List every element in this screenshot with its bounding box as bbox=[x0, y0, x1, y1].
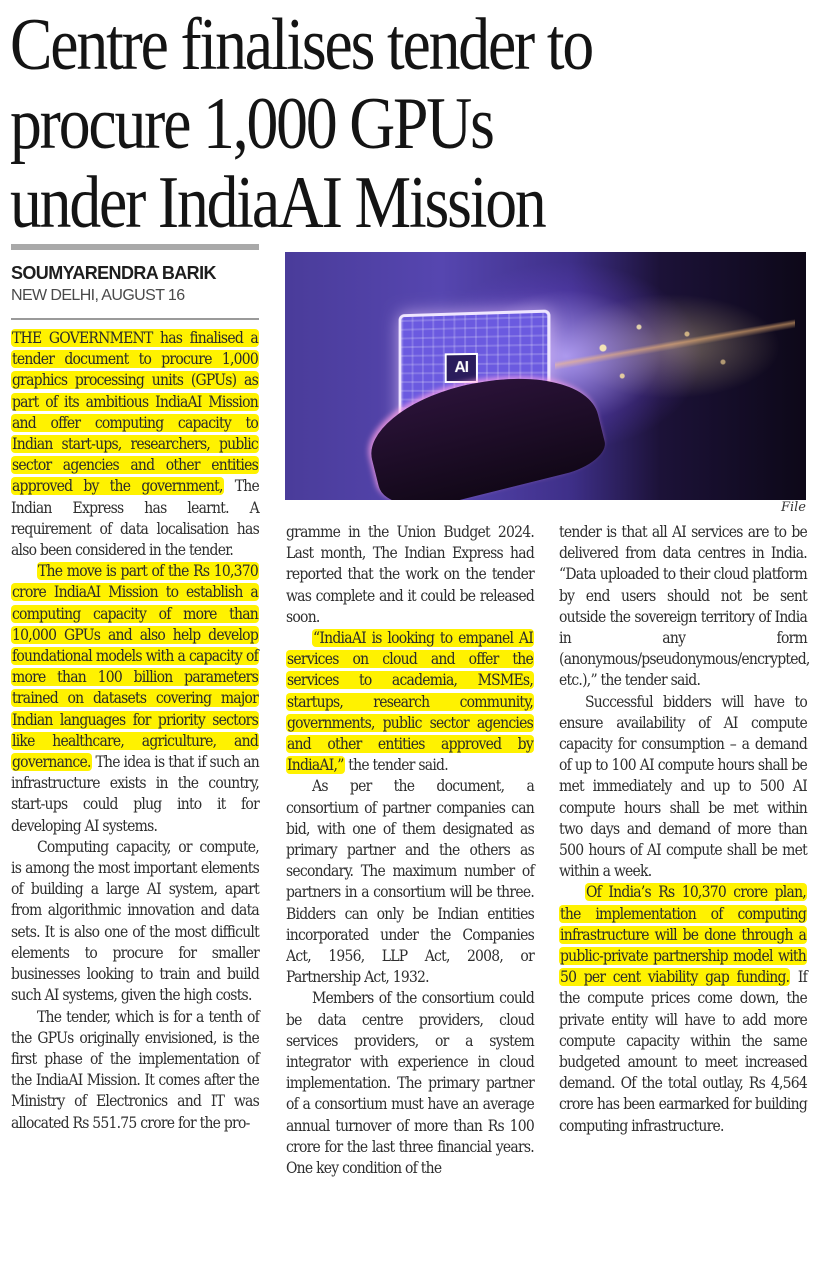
highlighted-text: Of India’s Rs 10,370 crore plan, the implementation of computing infrastructure will be done through a public-private partnership model with 50 per cent viability gap funding. bbox=[560, 883, 806, 987]
paragraph: Computing capacity, or compute, is among the most important elements of building a large AI system, apart from algorithmic innovation and data sets. It is also one of the most difficult elements to procure for smaller businesses looking to train and build such AI systems, given the high costs. bbox=[11, 837, 259, 1005]
body-text: The Indian Express has learnt. A requirement of data localisation has also been considered in the tender. bbox=[11, 477, 259, 560]
paragraph: Members of the consortium could be data centre providers, cloud services providers, or a system integrator with experience in cloud implementation. The primary partner of a consortium must have an average annual turnover of more than Rs 100 crore for the last three financial years. One key condition of the bbox=[286, 989, 534, 1178]
headline-line-1: Centre finalises tender to bbox=[10, 4, 593, 86]
article-column-2 bbox=[286, 522, 534, 1179]
body-text: If the compute prices come down, the private entity will have to add more compute capacity within the same budgeted amount to meet increased demand. Of the total outlay, Rs 4,564 crore has been earmarked for building computing infrastructure. bbox=[559, 968, 807, 1135]
dateline: NEW DELHI, AUGUST 16 bbox=[11, 287, 185, 304]
paragraph: tender is that all AI services are to be delivered from data centres in India. “Data uploaded to their cloud platform by end users should not be sent outside the sovereign territory of India in any form (anonymous/pseudonymous/encrypted, etc.),” the tender said. bbox=[559, 523, 810, 690]
photo-credit: File bbox=[780, 500, 806, 515]
body-text: the tender said. bbox=[344, 756, 448, 775]
headline-line-2: procure 1,000 GPUs bbox=[10, 83, 493, 165]
body-text: The idea is that if such an infrastructure exists in the country, start-ups could plug into it for developing AI systems. bbox=[11, 753, 259, 835]
byline-author: SOUMYARENDRA BARIK bbox=[11, 263, 216, 283]
article-column-3 bbox=[559, 522, 810, 1137]
headline bbox=[10, 6, 698, 243]
paragraph bbox=[11, 328, 259, 561]
paragraph bbox=[559, 882, 807, 1136]
highlighted-text: The move is part of the Rs 10,370 crore IndiaAI Mission to establish a computing capacity of more than 10,000 GPUs and also help develop foundational models with a capacity of more than 100 billion parameters trained on datasets covering major Indian languages for priority sectors like healthcare, agriculture, and governance. bbox=[12, 562, 258, 772]
highlighted-text: “IndiaAI is looking to empanel AI services on cloud and offer the services to academia, MSMEs, startups, research community, governments, public sector agencies and other entities approved by IndiaAI,” bbox=[287, 629, 533, 775]
paragraph: Successful bidders will have to ensure availability of AI compute capacity for consumption – a demand of up to 100 AI compute hours shall be met immediately and up to 500 AI compute hours shall be met within two days and demand of more than 500 hours of AI compute shall be met within a week. bbox=[559, 692, 807, 881]
paragraph: gramme in the Union Budget 2024. Last month, The Indian Express had reported that the work on the tender was complete and it could be released soon. bbox=[286, 523, 534, 626]
byline-bottom-rule bbox=[11, 318, 259, 320]
article-photo bbox=[285, 252, 806, 500]
headline-line-3: under IndiaAI Mission bbox=[10, 162, 545, 244]
ai-chip-label: AI bbox=[445, 353, 478, 383]
paragraph: The tender, which is for a tenth of the GPUs originally envisioned, is the first phase of the implementation of the IndiaAI Mission. It comes after the Ministry of Electronics and IT was allocated Rs 551.75 crore for the pro- bbox=[11, 1007, 259, 1132]
highlighted-text: THE GOVERNMENT has finalised a tender document to procure 1,000 graphics processing units (GPUs) as part of its ambitious IndiaAI Mission and offer computing capacity to Indian start-ups, researchers, public sector agencies and other entities approved by the government, bbox=[12, 329, 258, 496]
byline-top-rule bbox=[11, 244, 259, 250]
article-column-1 bbox=[11, 328, 259, 1134]
paragraph: As per the document, a consortium of partner companies can bid, with one of them designated as primary partner and the others as secondary. The maximum number of partners in a consortium will be three. Bidders can only be Indian entities incorporated under the Companies Act, 1956, LLP Act, 2008, or Partnership Act, 1932. bbox=[286, 777, 534, 987]
paragraph bbox=[286, 628, 534, 776]
paragraph bbox=[11, 561, 259, 837]
